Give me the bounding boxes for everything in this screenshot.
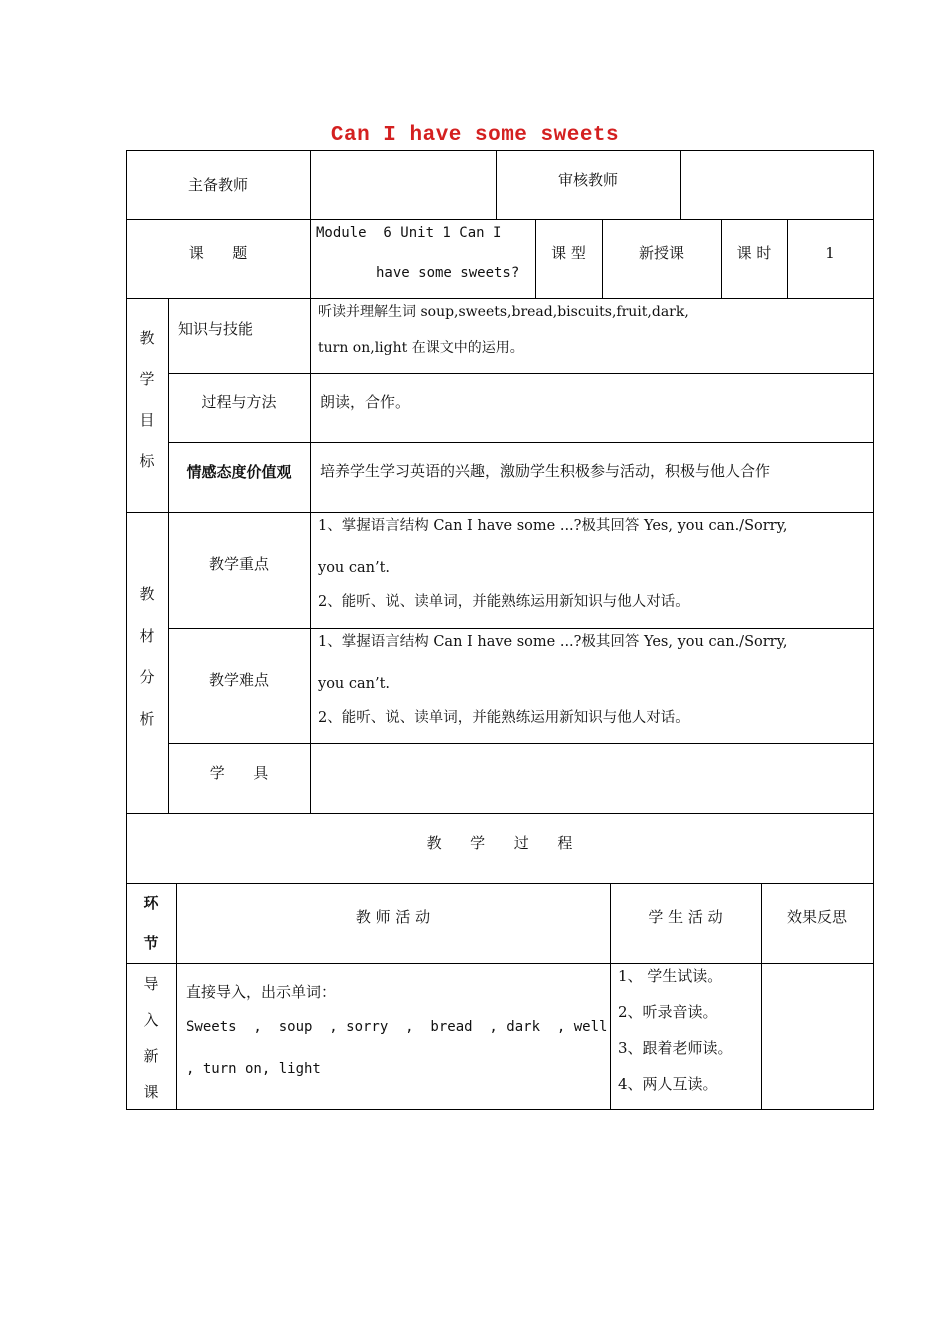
knowledge-line-1: 听读并理解生词 soup,sweets,bread,biscuits,fruit,dark,	[318, 304, 689, 320]
stage-char: 课	[143, 1083, 159, 1101]
goals-char: 学	[139, 370, 155, 388]
reflection-cell	[761, 963, 873, 1109]
key-line-1: 1、掌握语言结构 Can I have some ...?极其回答 Yes, you can./Sorry,	[318, 518, 788, 534]
topic-line-1: Module 6 Unit 1 Can I	[316, 225, 502, 241]
knowledge-label: 知识与技能	[178, 320, 254, 338]
difficult-line-1: 1、掌握语言结构 Can I have some ...?极其回答 Yes, you can./Sorry,	[318, 634, 788, 650]
reflection-header: 效果反思	[786, 908, 847, 926]
stage-cell	[126, 966, 176, 1106]
type-label: 课 型	[551, 244, 586, 262]
analysis-char: 材	[139, 626, 155, 645]
key-points-value	[310, 512, 873, 628]
teacher-line-2: Sweets , soup , sorry , bread , dark , well	[186, 1019, 608, 1035]
student-item: 4、两人互读。	[618, 1075, 718, 1093]
stage-char: 导	[143, 975, 159, 993]
goals-char: 目	[139, 411, 155, 429]
document-title: Can I have some sweets	[330, 124, 620, 147]
chief-teacher-value	[310, 150, 496, 219]
topic-value	[310, 219, 535, 298]
stage-char: 新	[143, 1047, 159, 1065]
period-value: 1	[825, 244, 835, 262]
teacher-line-1: 直接导入，出示单词：	[186, 983, 337, 1001]
knowledge-value	[310, 298, 873, 373]
goals-char: 教	[139, 329, 155, 347]
student-item: 1、 学生试读。	[618, 967, 723, 985]
goals-group-label	[126, 310, 168, 490]
tools-label: 学 具	[209, 764, 269, 782]
teacher-activity-cell	[176, 963, 610, 1109]
reviewer-label: 审核教师	[557, 171, 618, 189]
teacher-activity-header: 教 师 活 动	[355, 908, 431, 926]
period-label: 课 时	[736, 244, 772, 262]
difficult-line-3: 2、能听、说、读单词，并能熟练运用新知识与他人对话。	[318, 710, 690, 726]
process-method-value: 朗读，合作。	[320, 393, 411, 411]
analysis-char: 教	[139, 585, 155, 603]
student-item: 2、听录音读。	[618, 1003, 718, 1021]
student-activity-header: 学 生 活 动	[648, 908, 723, 926]
process-heading: 教 学 过 程	[426, 834, 573, 852]
difficult-points-value	[310, 628, 873, 743]
teacher-line-3: , turn on, light	[186, 1061, 321, 1077]
analysis-char: 分	[139, 668, 155, 686]
goals-char: 标	[139, 452, 155, 470]
type-value: 新授课	[638, 244, 684, 262]
analysis-char: 析	[139, 709, 155, 728]
attitude-label: 情感态度价值观	[186, 463, 292, 481]
stage-header-char: 节	[143, 934, 159, 952]
topic-line-2: have some sweets?	[376, 265, 520, 281]
process-method-label: 过程与方法	[201, 393, 277, 411]
student-item: 3、跟着老师读。	[618, 1039, 733, 1057]
topic-label: 课 题	[188, 244, 248, 262]
analysis-group-label	[126, 574, 168, 740]
key-line-2: you can’t.	[318, 560, 391, 576]
key-points-label: 教学重点	[208, 555, 269, 573]
difficult-points-label: 教学难点	[208, 671, 269, 689]
difficult-line-2: you can’t.	[318, 676, 391, 692]
stage-header-char: 环	[143, 894, 159, 912]
tools-value	[310, 743, 873, 813]
student-activity-cell	[610, 963, 761, 1109]
chief-teacher-label: 主备教师	[187, 175, 248, 194]
key-line-3: 2、能听、说、读单词，并能熟练运用新知识与他人对话。	[318, 594, 690, 610]
reviewer-value	[680, 150, 873, 219]
stage-char: 入	[143, 1011, 159, 1029]
attitude-value: 培养学生学习英语的兴趣，激励学生积极参与活动，积极与他人合作	[320, 462, 771, 480]
stage-column-header	[126, 883, 176, 963]
knowledge-line-2: turn on,light 在课文中的运用。	[318, 340, 524, 356]
